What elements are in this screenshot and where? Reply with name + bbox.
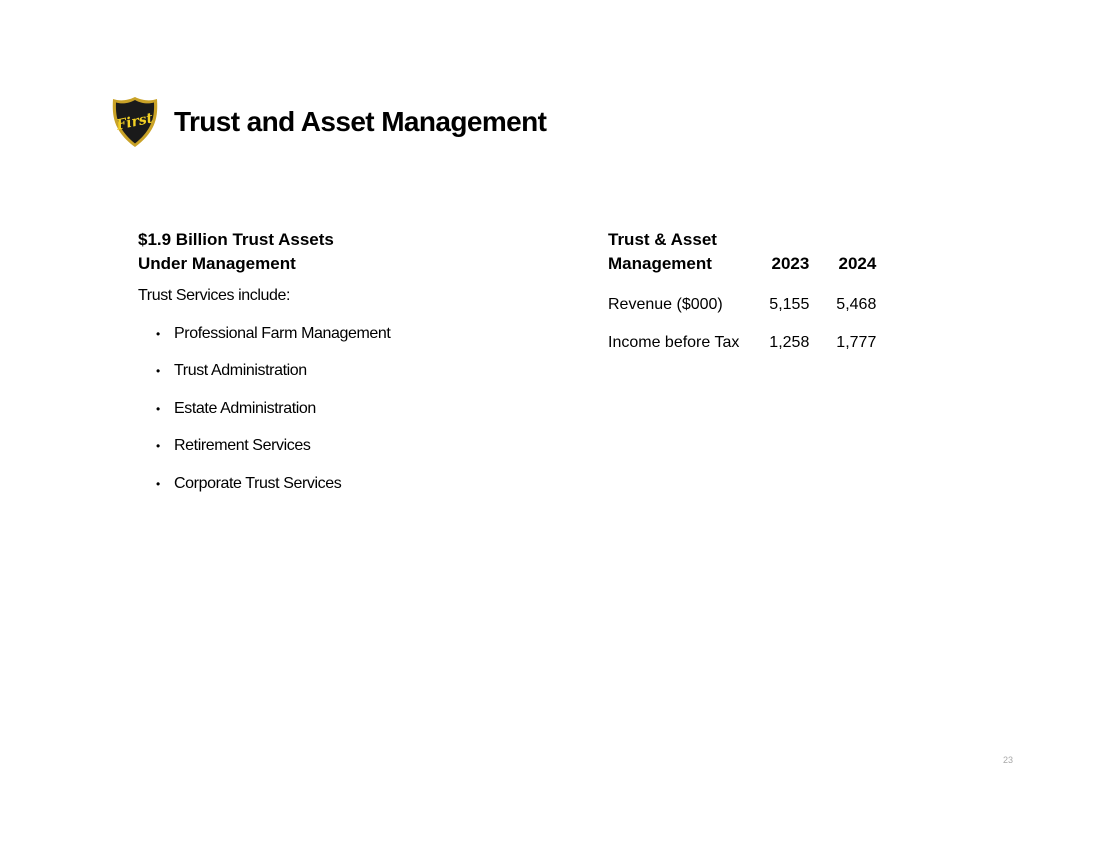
assets-heading <box>138 228 558 276</box>
bullet-icon: • <box>156 364 160 379</box>
page-number: 23 <box>1003 755 1014 765</box>
page-title: Trust and Asset Management <box>174 106 547 137</box>
bullet-icon: • <box>156 476 160 491</box>
bullet-icon: • <box>156 401 160 416</box>
row-label: Revenue ($000) <box>608 296 723 313</box>
services-section <box>138 228 558 494</box>
bullet-icon: • <box>156 326 160 341</box>
list-item <box>138 436 558 456</box>
assets-heading-line2: Under Management <box>138 254 296 273</box>
column-header-2024: 2024 <box>838 254 877 273</box>
list-item <box>138 474 558 494</box>
service-label: Corporate Trust Services <box>174 474 342 492</box>
bullet-icon: • <box>156 439 160 454</box>
assets-heading-line1: $1.9 Billion Trust Assets <box>138 230 334 249</box>
list-item <box>138 324 558 344</box>
services-intro: Trust Services include: <box>138 287 291 304</box>
financial-table <box>608 228 876 362</box>
table-row <box>608 324 876 362</box>
table-header-label <box>608 228 739 286</box>
cell-value: 5,155 <box>769 296 810 313</box>
service-label: Estate Administration <box>174 399 316 417</box>
cell-value: 1,777 <box>836 334 877 351</box>
service-label: Retirement Services <box>174 437 311 455</box>
table-row <box>608 286 876 324</box>
service-label: Professional Farm Management <box>174 324 391 342</box>
shield-logo-icon <box>111 95 159 149</box>
services-list <box>138 324 558 494</box>
table-header-row <box>608 228 876 286</box>
list-item <box>138 399 558 419</box>
row-label: Income before Tax <box>608 334 740 351</box>
column-header-2023: 2023 <box>771 254 810 273</box>
table-header-line1: Trust & Asset <box>608 230 717 249</box>
table-header-line2: Management <box>608 254 712 273</box>
list-item <box>138 361 558 381</box>
cell-value: 1,258 <box>769 334 810 351</box>
svg-text:First: First <box>115 110 155 134</box>
cell-value: 5,468 <box>836 296 877 313</box>
service-label: Trust Administration <box>174 362 307 380</box>
